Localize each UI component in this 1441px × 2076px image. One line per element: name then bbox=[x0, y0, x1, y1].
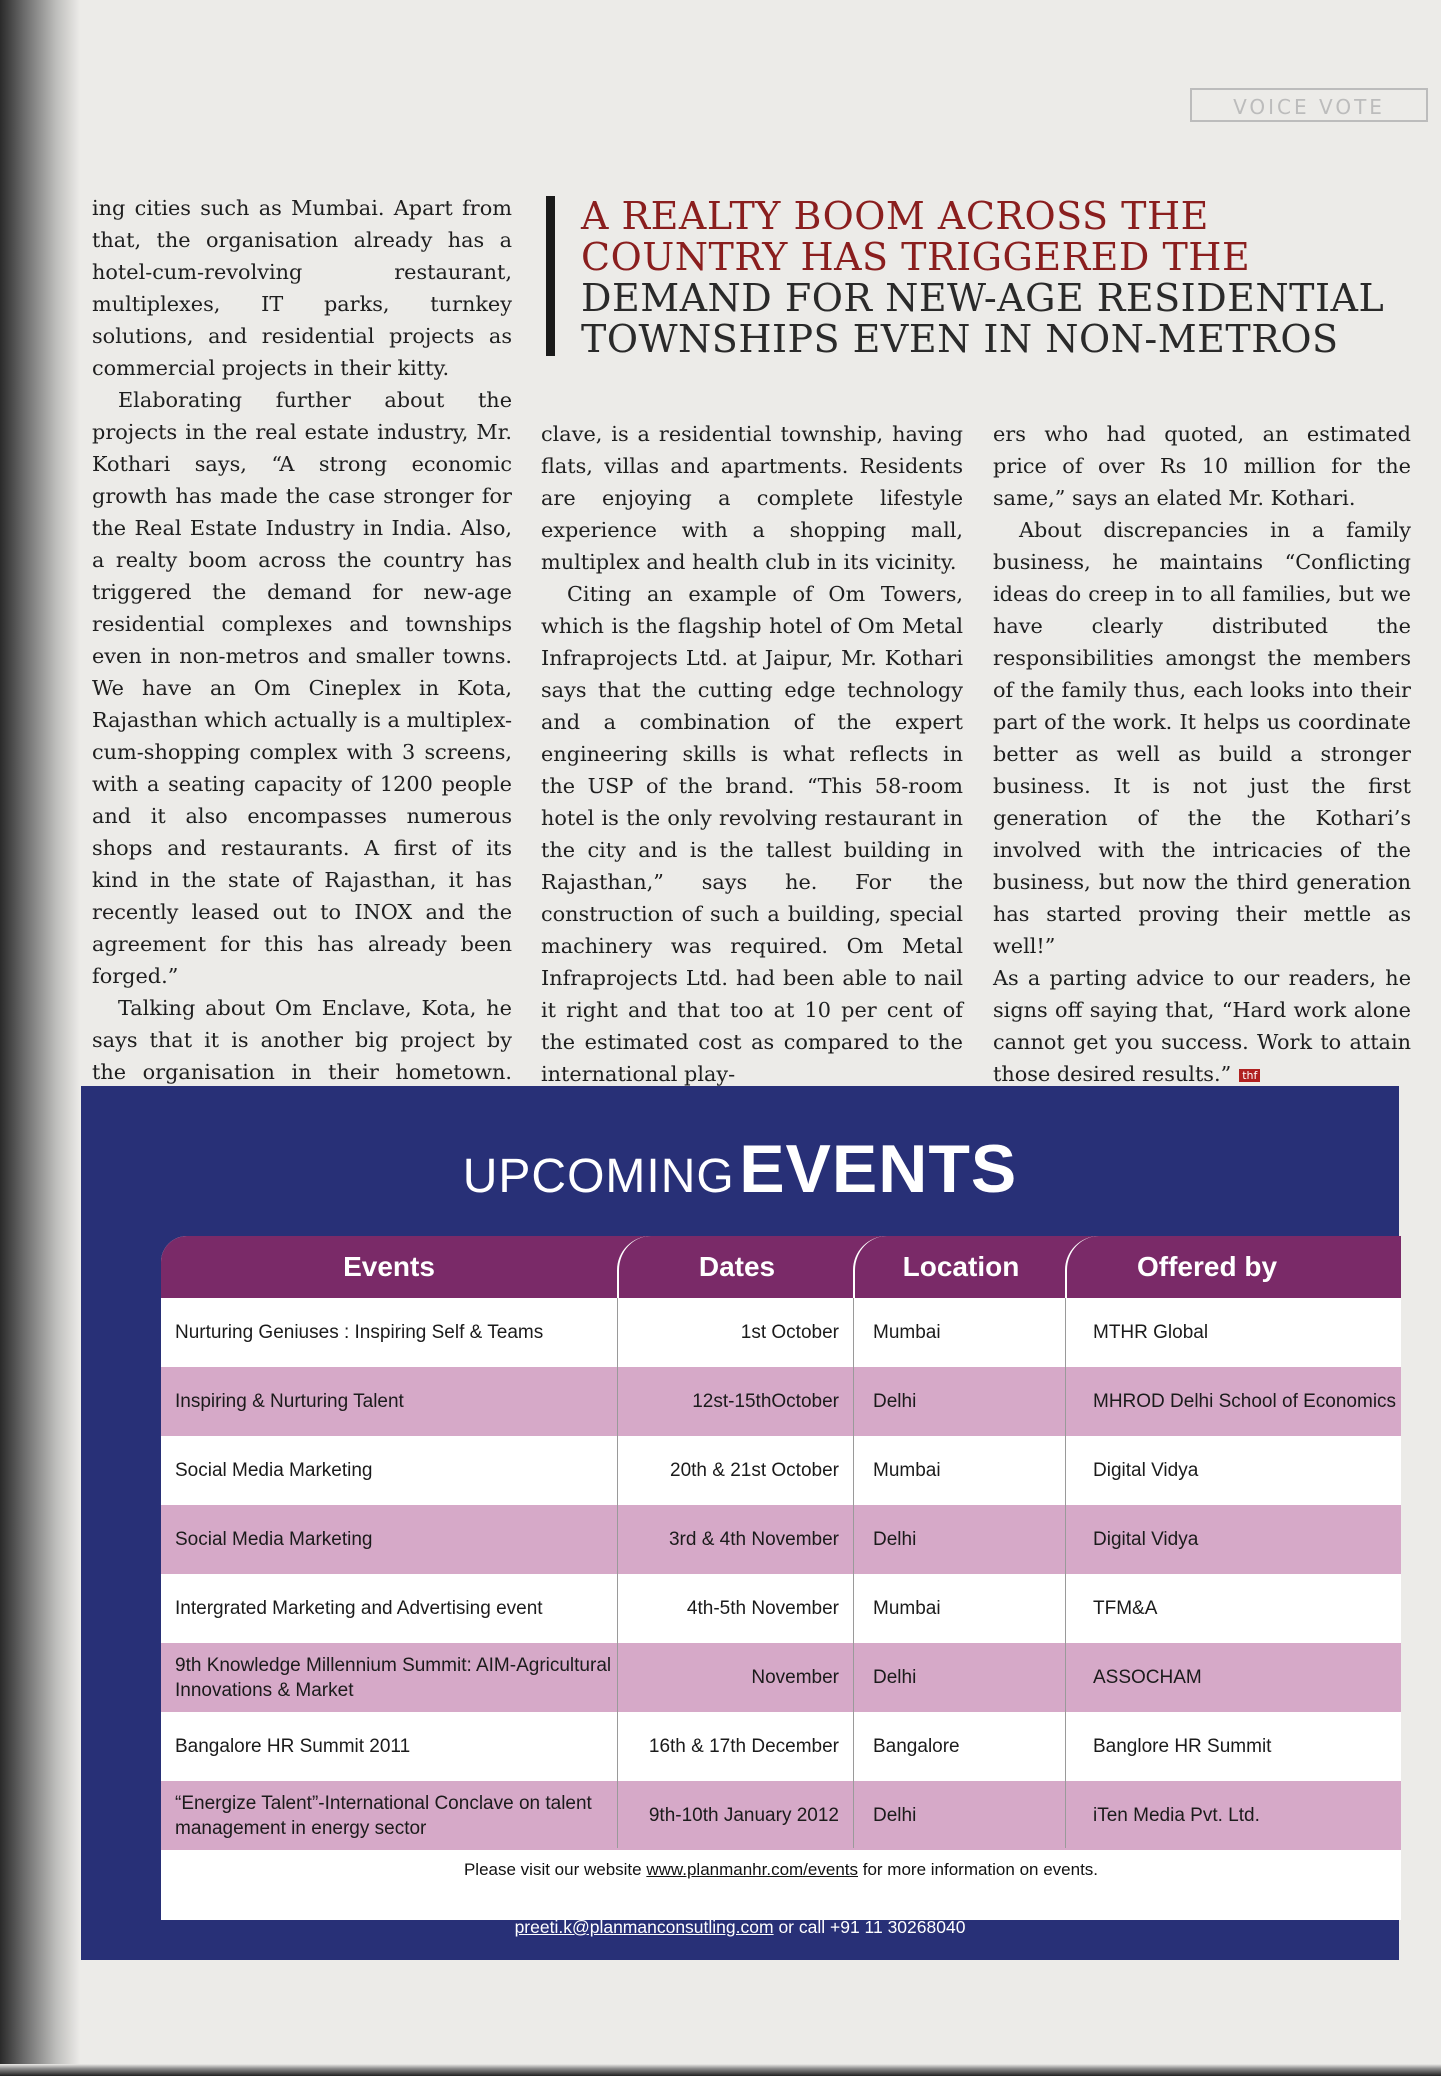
header-dates: Dates bbox=[617, 1236, 855, 1298]
header-offered-by: Offered by bbox=[1065, 1236, 1347, 1298]
table-row bbox=[161, 1712, 1401, 1781]
events-title-light: UPCOMING bbox=[462, 1150, 735, 1203]
advertise-contact bbox=[81, 1890, 1399, 1940]
page-bottom-edge bbox=[0, 2064, 1441, 2076]
contact-name: Preeti Khanuja bbox=[961, 1892, 1085, 1912]
article-paragraph: About discrepancies in a family business, he maintains “Conflicting ideas do creep in to all families, but we have clearly distributed the responsibilities amongst the members of the family thus, each looks into their part of the work. It helps us coordinate better as well as build a stronger business. It is not just the first generation of the the Kothari’s involved with the intricacies of the business, but now the third generation has started proving their mettle as well!” bbox=[993, 518, 1411, 958]
events-table bbox=[161, 1236, 1401, 1920]
event-offered-by: MTHR Global bbox=[1093, 1321, 1209, 1343]
article-paragraph bbox=[993, 962, 1411, 1090]
header-location: Location bbox=[853, 1236, 1067, 1298]
table-row bbox=[161, 1643, 1401, 1712]
events-title-bold: EVENTS bbox=[739, 1131, 1018, 1207]
event-offered-by: TFM&A bbox=[1093, 1597, 1158, 1619]
footnote-text: for more information on events. bbox=[862, 1860, 1099, 1879]
event-date: 12st-15thOctober bbox=[692, 1390, 839, 1412]
event-offered-by: MHROD Delhi School of Economics bbox=[1093, 1390, 1397, 1412]
end-mark-badge: thf bbox=[1239, 1069, 1260, 1082]
event-name: Bangalore HR Summit 2011 bbox=[175, 1736, 411, 1757]
event-date: 20th & 21st October bbox=[670, 1459, 839, 1481]
event-offered-by: Banglore HR Summit bbox=[1093, 1735, 1272, 1757]
event-date: 9th-10th January 2012 bbox=[648, 1804, 839, 1826]
event-date: 1st October bbox=[740, 1321, 839, 1343]
contact-line-2 bbox=[81, 1915, 1399, 1940]
event-date: 4th-5th November bbox=[686, 1597, 839, 1619]
table-row bbox=[161, 1781, 1401, 1850]
contact-line-1 bbox=[81, 1890, 1399, 1915]
event-name: Nurturing Geniuses : Inspiring Self & Teams bbox=[175, 1322, 544, 1343]
event-location: Bangalore bbox=[873, 1735, 960, 1757]
article-paragraph: ers who had quoted, an estimated price of over Rs 10 million for the same,” says an elated Mr. Kothari. bbox=[993, 422, 1411, 510]
table-row bbox=[161, 1436, 1401, 1505]
event-name: 9th Knowledge Millennium Summit: AIM-Agricultural Innovations & Market bbox=[175, 1654, 612, 1701]
pull-quote-line-2: COUNTRY HAS TRIGGERED THE bbox=[581, 235, 1251, 279]
section-tag: VOICE VOTE bbox=[1190, 88, 1428, 122]
event-location: Delhi bbox=[873, 1390, 917, 1412]
magazine-spine-shadow bbox=[0, 0, 80, 2076]
contact-text: Companies who wish to enlist their events or advertise with us may contact bbox=[376, 1892, 957, 1912]
pull-quote bbox=[546, 194, 1396, 361]
event-offered-by: Digital Vidya bbox=[1093, 1459, 1199, 1481]
article-column-1 bbox=[92, 192, 512, 1120]
event-name: Social Media Marketing bbox=[175, 1460, 373, 1481]
event-name: Inspiring & Nurturing Talent bbox=[175, 1391, 404, 1412]
pull-quote-line-4: TOWNSHIPS EVEN IN NON-METROS bbox=[581, 317, 1339, 361]
event-offered-by: Digital Vidya bbox=[1093, 1528, 1199, 1550]
event-location: Delhi bbox=[873, 1666, 917, 1688]
event-location: Mumbai bbox=[873, 1597, 941, 1619]
event-location: Delhi bbox=[873, 1804, 917, 1826]
pull-quote-line-1: A REALTY BOOM ACROSS THE bbox=[581, 194, 1209, 238]
table-row bbox=[161, 1367, 1401, 1436]
event-location: Mumbai bbox=[873, 1459, 941, 1481]
event-location: Delhi bbox=[873, 1528, 917, 1550]
events-table-body bbox=[161, 1298, 1401, 1850]
contact-phone: or call +91 11 30268040 bbox=[778, 1917, 966, 1937]
table-row bbox=[161, 1298, 1401, 1367]
article-paragraph: Citing an example of Om Towers, which is the flagship hotel of Om Metal Infraprojects Ltd. at Jaipur, Mr. Kothari says that the cutting edge technology and a combination of the expert engineering skills is what reflects in the USP of the brand. “This 58-room hotel is the only revolving restaurant in the city and is the tallest building in Rajasthan,” says he. For the construction of such a building, special machinery was required. Om Metal Infraprojects Ltd. had been able to nail it right and that too at 10 per cent of the estimated cost as compared to the international play- bbox=[541, 582, 963, 1086]
event-name: “Energize Talent”-International Conclave on talent management in energy sector bbox=[175, 1792, 592, 1839]
article-column-2 bbox=[541, 418, 963, 1090]
article-closing-text: As a parting advice to our readers, he signs off saying that, “Hard work alone cannot get you success. Work to attain those desired results.” bbox=[993, 966, 1411, 1086]
event-name: Social Media Marketing bbox=[175, 1529, 373, 1550]
event-location: Mumbai bbox=[873, 1321, 941, 1343]
column-divider bbox=[617, 1298, 618, 1848]
article-paragraph: Elaborating further about the projects in the real estate industry, Mr. Kothari says, “A strong economic growth has made the case stronger for the Real Estate Industry in India. Also, a realty boom across the country has triggered the demand for new-age residential complexes and townships even in non-metros and smaller towns. We have an Om Cineplex in Kota, Rajasthan which actually is a multiplex-cum-shopping complex with 3 screens, with a seating capacity of 1200 people and it also encompasses numerous shops and restaurants. A first of its kind in the state of Rajasthan, it has recently leased out to INOX and the agreement for this has already been forged.” bbox=[92, 388, 512, 988]
events-title bbox=[81, 1130, 1399, 1208]
events-website-link[interactable]: www.planmanhr.com/events bbox=[646, 1860, 858, 1879]
event-date: November bbox=[751, 1666, 839, 1688]
event-offered-by: ASSOCHAM bbox=[1093, 1666, 1202, 1688]
upcoming-events-box bbox=[81, 1086, 1399, 1960]
article-column-3 bbox=[993, 418, 1411, 1090]
column-divider bbox=[1065, 1298, 1066, 1848]
article-paragraph: clave, is a residential township, having flats, villas and apartments. Residents are enjoying a complete lifestyle experience with a shopping mall, multiplex and health club in its vicinity. bbox=[541, 422, 963, 574]
events-table-header bbox=[161, 1236, 1401, 1298]
contact-email-link[interactable]: preeti.k@planmanconsutling.com bbox=[514, 1917, 774, 1937]
table-row bbox=[161, 1505, 1401, 1574]
event-offered-by: iTen Media Pvt. Ltd. bbox=[1093, 1804, 1260, 1826]
article-paragraph: ing cities such as Mumbai. Apart from that, the organisation already has a hotel-cum-revolving restaurant, multiplexes, IT parks, turnkey solutions, and residential projects as commercial projects in their kitty. bbox=[92, 196, 512, 380]
event-date: 16th & 17th December bbox=[648, 1735, 839, 1757]
column-divider bbox=[853, 1298, 854, 1848]
events-footnote bbox=[161, 1860, 1401, 1880]
pull-quote-line-3: DEMAND FOR NEW-AGE RESIDENTIAL bbox=[581, 276, 1385, 320]
event-name: Intergrated Marketing and Advertising event bbox=[175, 1598, 543, 1619]
footnote-text: Please visit our website bbox=[463, 1860, 642, 1879]
article-paragraph: Talking about Om Enclave, Kota, he says that it is another big project by the organisation in their hometown. bbox=[92, 996, 512, 1084]
event-date: 3rd & 4th November bbox=[668, 1528, 839, 1550]
table-row bbox=[161, 1574, 1401, 1643]
contact-text: at bbox=[1089, 1892, 1104, 1912]
header-events: Events bbox=[343, 1251, 435, 1282]
